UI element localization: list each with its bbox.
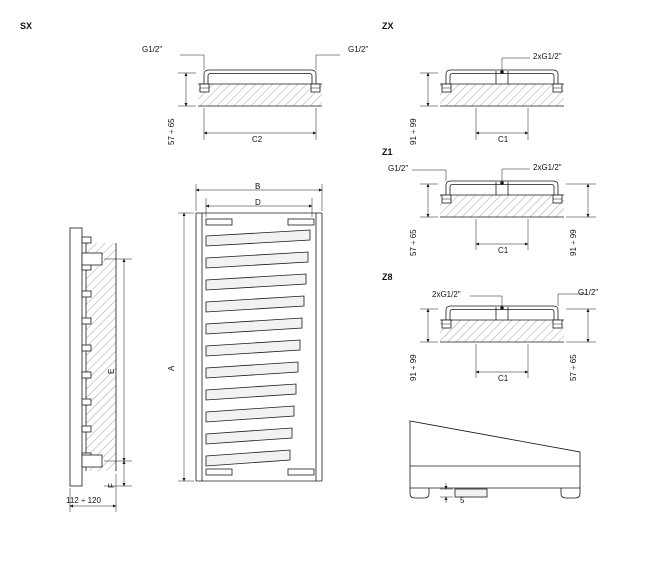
thread-label-sx-right: G1/2" — [348, 45, 369, 54]
dim-label-sx-height: 57 ÷ 65 — [167, 118, 176, 145]
dim-label-zx-c1: C1 — [498, 135, 509, 144]
view-label-zx: ZX — [382, 21, 394, 31]
thread-label-z1-left: G1/2" — [388, 164, 409, 173]
dim-label-depth: 112 ÷ 120 — [66, 496, 101, 505]
thread-label-sx-left: G1/2" — [142, 45, 163, 54]
thread-label-z1-right: 2xG1/2" — [533, 163, 562, 172]
thread-label-z8-right: G1/2" — [578, 288, 599, 297]
dim-label-b: B — [255, 182, 261, 191]
dim-label-z1-left-height: 57 ÷ 65 — [409, 229, 418, 256]
dim-label-d: D — [255, 198, 261, 207]
dim-label-5: 5 — [460, 496, 465, 505]
view-label-sx: SX — [20, 21, 33, 31]
dim-label-zx-height: 91 ÷ 99 — [409, 118, 418, 145]
thread-label-z8-left: 2xG1/2" — [432, 290, 461, 299]
view-label-z8: Z8 — [382, 272, 393, 282]
dim-label-z8-c1: C1 — [498, 374, 509, 383]
dim-label-f: F — [107, 483, 116, 488]
thread-label-zx: 2xG1/2" — [533, 52, 562, 61]
dim-label-a: A — [167, 365, 176, 371]
dim-label-z1-right-height: 91 ÷ 99 — [569, 229, 578, 256]
dim-label-z1-c1: C1 — [498, 246, 509, 255]
dim-label-c2: C2 — [252, 135, 263, 144]
view-label-z1: Z1 — [382, 147, 393, 157]
dim-label-z8-left-height: 91 ÷ 99 — [409, 354, 418, 381]
dim-label-e: E — [107, 368, 116, 374]
dim-label-z8-right-height: 57 ÷ 65 — [569, 354, 578, 381]
